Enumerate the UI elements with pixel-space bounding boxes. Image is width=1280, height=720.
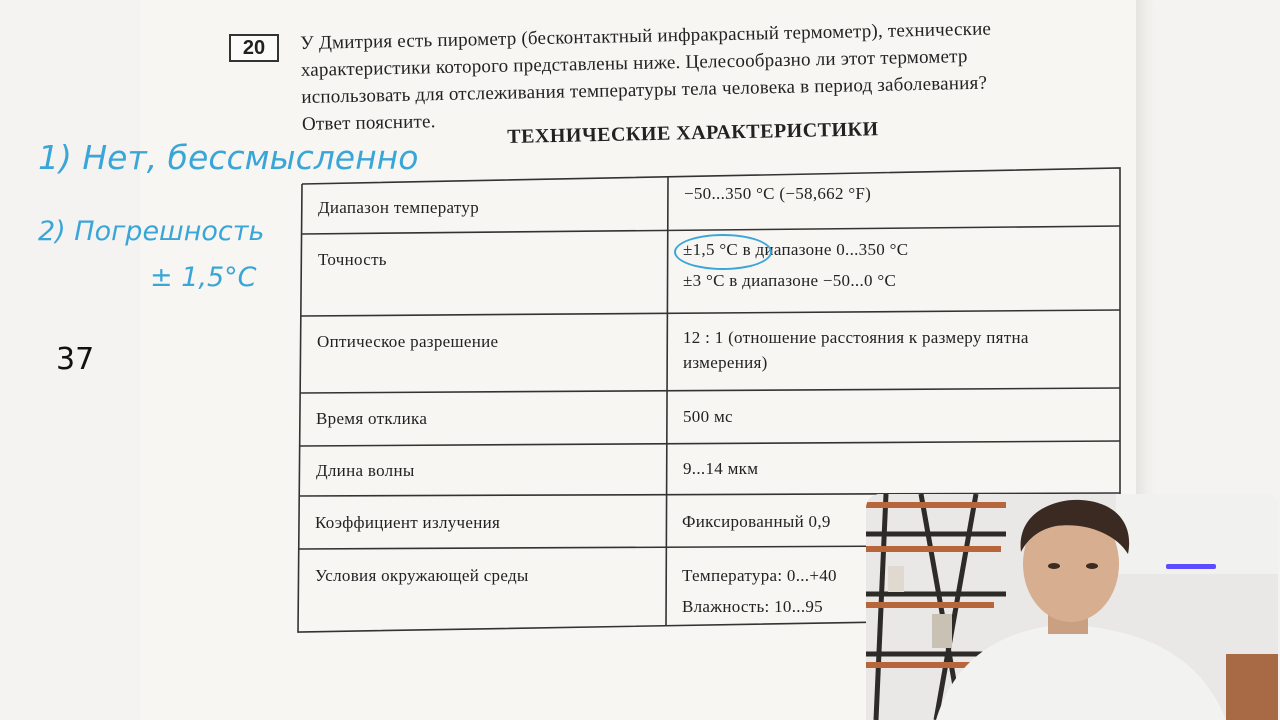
table-title: ТЕХНИЧЕСКИЕ ХАРАКТЕРИСТИКИ bbox=[507, 118, 879, 148]
row-value-optical-2: измерения) bbox=[683, 353, 768, 372]
annotation-error-value: ± 1,5°C bbox=[150, 262, 257, 293]
question-line: У Дмитрия есть пирометр (бесконтактный инфракрасный термометр), технические bbox=[300, 18, 992, 54]
row-value-environment-2: Влажность: 10...95 bbox=[682, 597, 823, 616]
row-label-temp-range: Диапазон температур bbox=[318, 198, 480, 217]
annotation-answer-2: 2) Погрешность bbox=[38, 216, 265, 247]
question-line: Ответ поясните. bbox=[301, 111, 436, 135]
row-label-response: Время отклика bbox=[316, 409, 428, 428]
row-divider bbox=[302, 226, 1120, 234]
presenter-video bbox=[866, 494, 1278, 720]
question-number: 20 bbox=[229, 34, 279, 62]
row-value-response: 500 мс bbox=[683, 407, 733, 426]
row-value-wavelength: 9...14 мкм bbox=[683, 459, 759, 478]
row-divider bbox=[300, 441, 1120, 446]
webcam-overlay bbox=[866, 494, 1278, 720]
row-value-environment-1: Температура: 0...+40 bbox=[682, 566, 837, 585]
row-label-accuracy: Точность bbox=[318, 250, 387, 269]
row-label-emissivity: Коэффициент излучения bbox=[315, 513, 501, 532]
row-label-optical: Оптическое разрешение bbox=[317, 332, 499, 351]
annotation-answer-1: 1) Нет, бессмысленно bbox=[38, 138, 419, 177]
row-label-environment: Условия окружающей среды bbox=[315, 566, 529, 585]
question-line: использовать для отслеживания температуры тела человека в период заболевания? bbox=[301, 72, 988, 108]
row-divider bbox=[300, 388, 1120, 393]
row-value-emissivity: Фиксированный 0,9 bbox=[682, 512, 831, 531]
annotation-number: 37 bbox=[56, 342, 95, 377]
highlight-circle bbox=[674, 234, 772, 270]
row-value-optical-1: 12 : 1 (отношение расстояния к размеру пятна bbox=[683, 328, 1029, 347]
row-value-accuracy-1: ±1,5 °C в диапазоне 0...350 °C bbox=[683, 240, 909, 259]
row-value-accuracy-2: ±3 °C в диапазоне −50...0 °C bbox=[683, 271, 897, 290]
column-divider bbox=[666, 177, 668, 626]
row-value-temp-range: −50...350 °C (−58,662 °F) bbox=[684, 184, 872, 203]
question-line: характеристики которого представлены ниже. Целесообразно ли этот термометр bbox=[300, 46, 968, 81]
row-label-wavelength: Длина волны bbox=[316, 461, 415, 480]
row-divider bbox=[301, 310, 1120, 316]
